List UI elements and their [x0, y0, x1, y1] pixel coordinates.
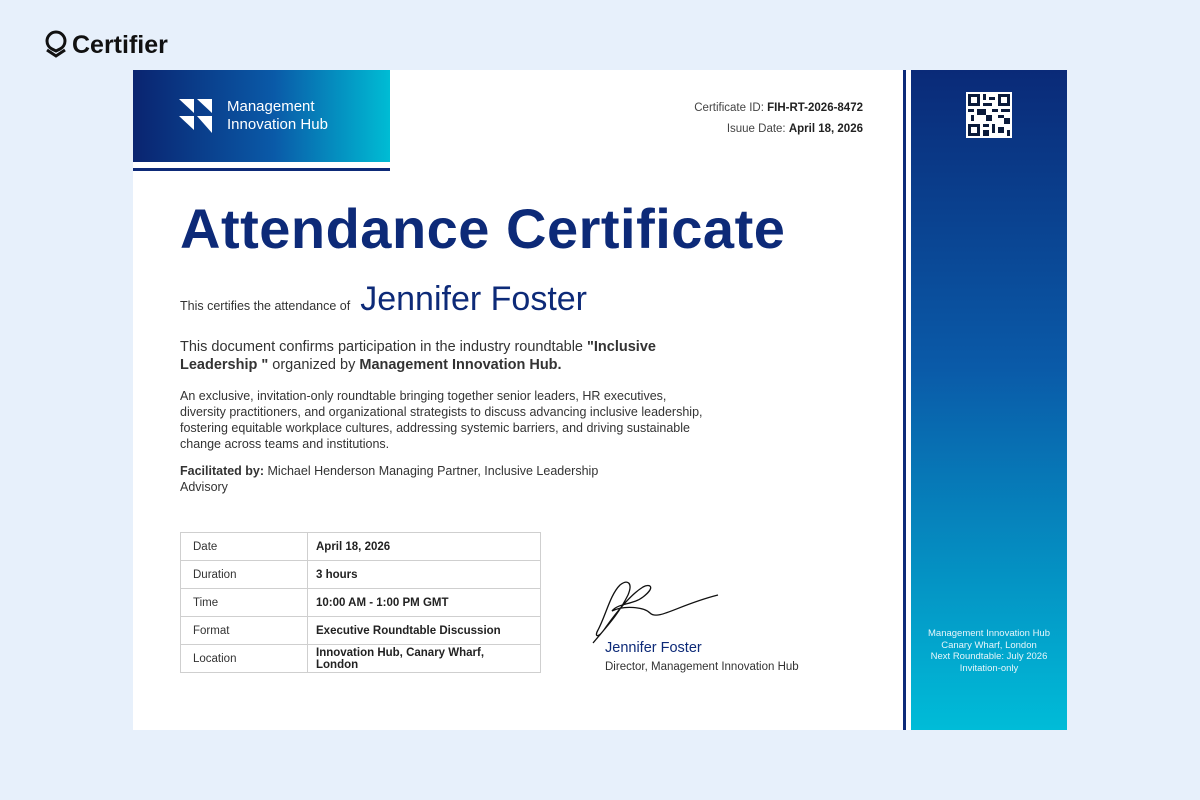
detail-value: 10:00 AM - 1:00 PM GMT — [308, 589, 541, 617]
table-row — [181, 645, 541, 673]
table-row — [181, 617, 541, 645]
certifies-label: This certifies the attendance of — [180, 299, 351, 313]
detail-label: Time — [181, 589, 308, 617]
divider — [133, 168, 390, 171]
signer-name: Jennifer Foster — [605, 640, 702, 656]
certificate-id: FIH-RT-2026-8472 — [767, 102, 863, 114]
detail-value: April 18, 2026 — [308, 533, 541, 561]
detail-value: Executive Roundtable Discussion — [308, 617, 541, 645]
details-table — [180, 532, 541, 673]
detail-label: Location — [181, 645, 308, 673]
recipient-name: Jennifer Foster — [360, 280, 587, 318]
brand-name: Certifier — [72, 30, 168, 59]
issue-date: April 18, 2026 — [788, 123, 863, 135]
qr-code-icon[interactable] — [966, 92, 1012, 138]
signature-image — [588, 575, 728, 645]
detail-value: Innovation Hub, Canary Wharf, London — [308, 645, 541, 673]
side-info: Management Innovation Hub Canary Wharf, London Next Roundtable: July 2026 Invitation-only — [928, 628, 1050, 674]
signer-role: Director, Management Innovation Hub — [605, 661, 799, 673]
event-description: An exclusive, invitation-only roundtable bringing together senior leaders, HR executives, diversity practitioners, and organizational strategists to discuss advancing inclusive leadership, fostering equitable workplace cultures, addressing systemic barriers, and driving sustainable change across teams and institutions. — [180, 389, 703, 451]
divider — [903, 70, 906, 730]
recipient-line — [180, 280, 587, 319]
detail-value: 3 hours — [308, 561, 541, 589]
detail-label: Date — [181, 533, 308, 561]
issuer-name: Management Innovation Hub — [227, 98, 328, 133]
table-row — [181, 589, 541, 617]
certificate-title: Attendance Certificate — [180, 197, 786, 260]
issuer-logo-icon — [179, 99, 213, 133]
participation-statement: This document confirms participation in the industry roundtable "Inclusive Leadership " organized by Management Innovation Hub. — [180, 339, 656, 373]
table-row — [181, 533, 541, 561]
facilitator: Facilitated by: Michael Henderson Managing Partner, Inclusive Leadership Advisory — [180, 464, 599, 494]
certifier-logo-icon — [44, 30, 68, 60]
certificate-meta: Certificate ID: FIH-RT-2026-8472 Isuue Date: April 18, 2026 — [694, 102, 863, 135]
certifier-brand — [44, 30, 168, 60]
issuer-logo-block — [133, 70, 390, 162]
detail-label: Format — [181, 617, 308, 645]
side-panel — [911, 70, 1067, 730]
certificate — [133, 70, 1067, 730]
detail-label: Duration — [181, 561, 308, 589]
table-row — [181, 561, 541, 589]
